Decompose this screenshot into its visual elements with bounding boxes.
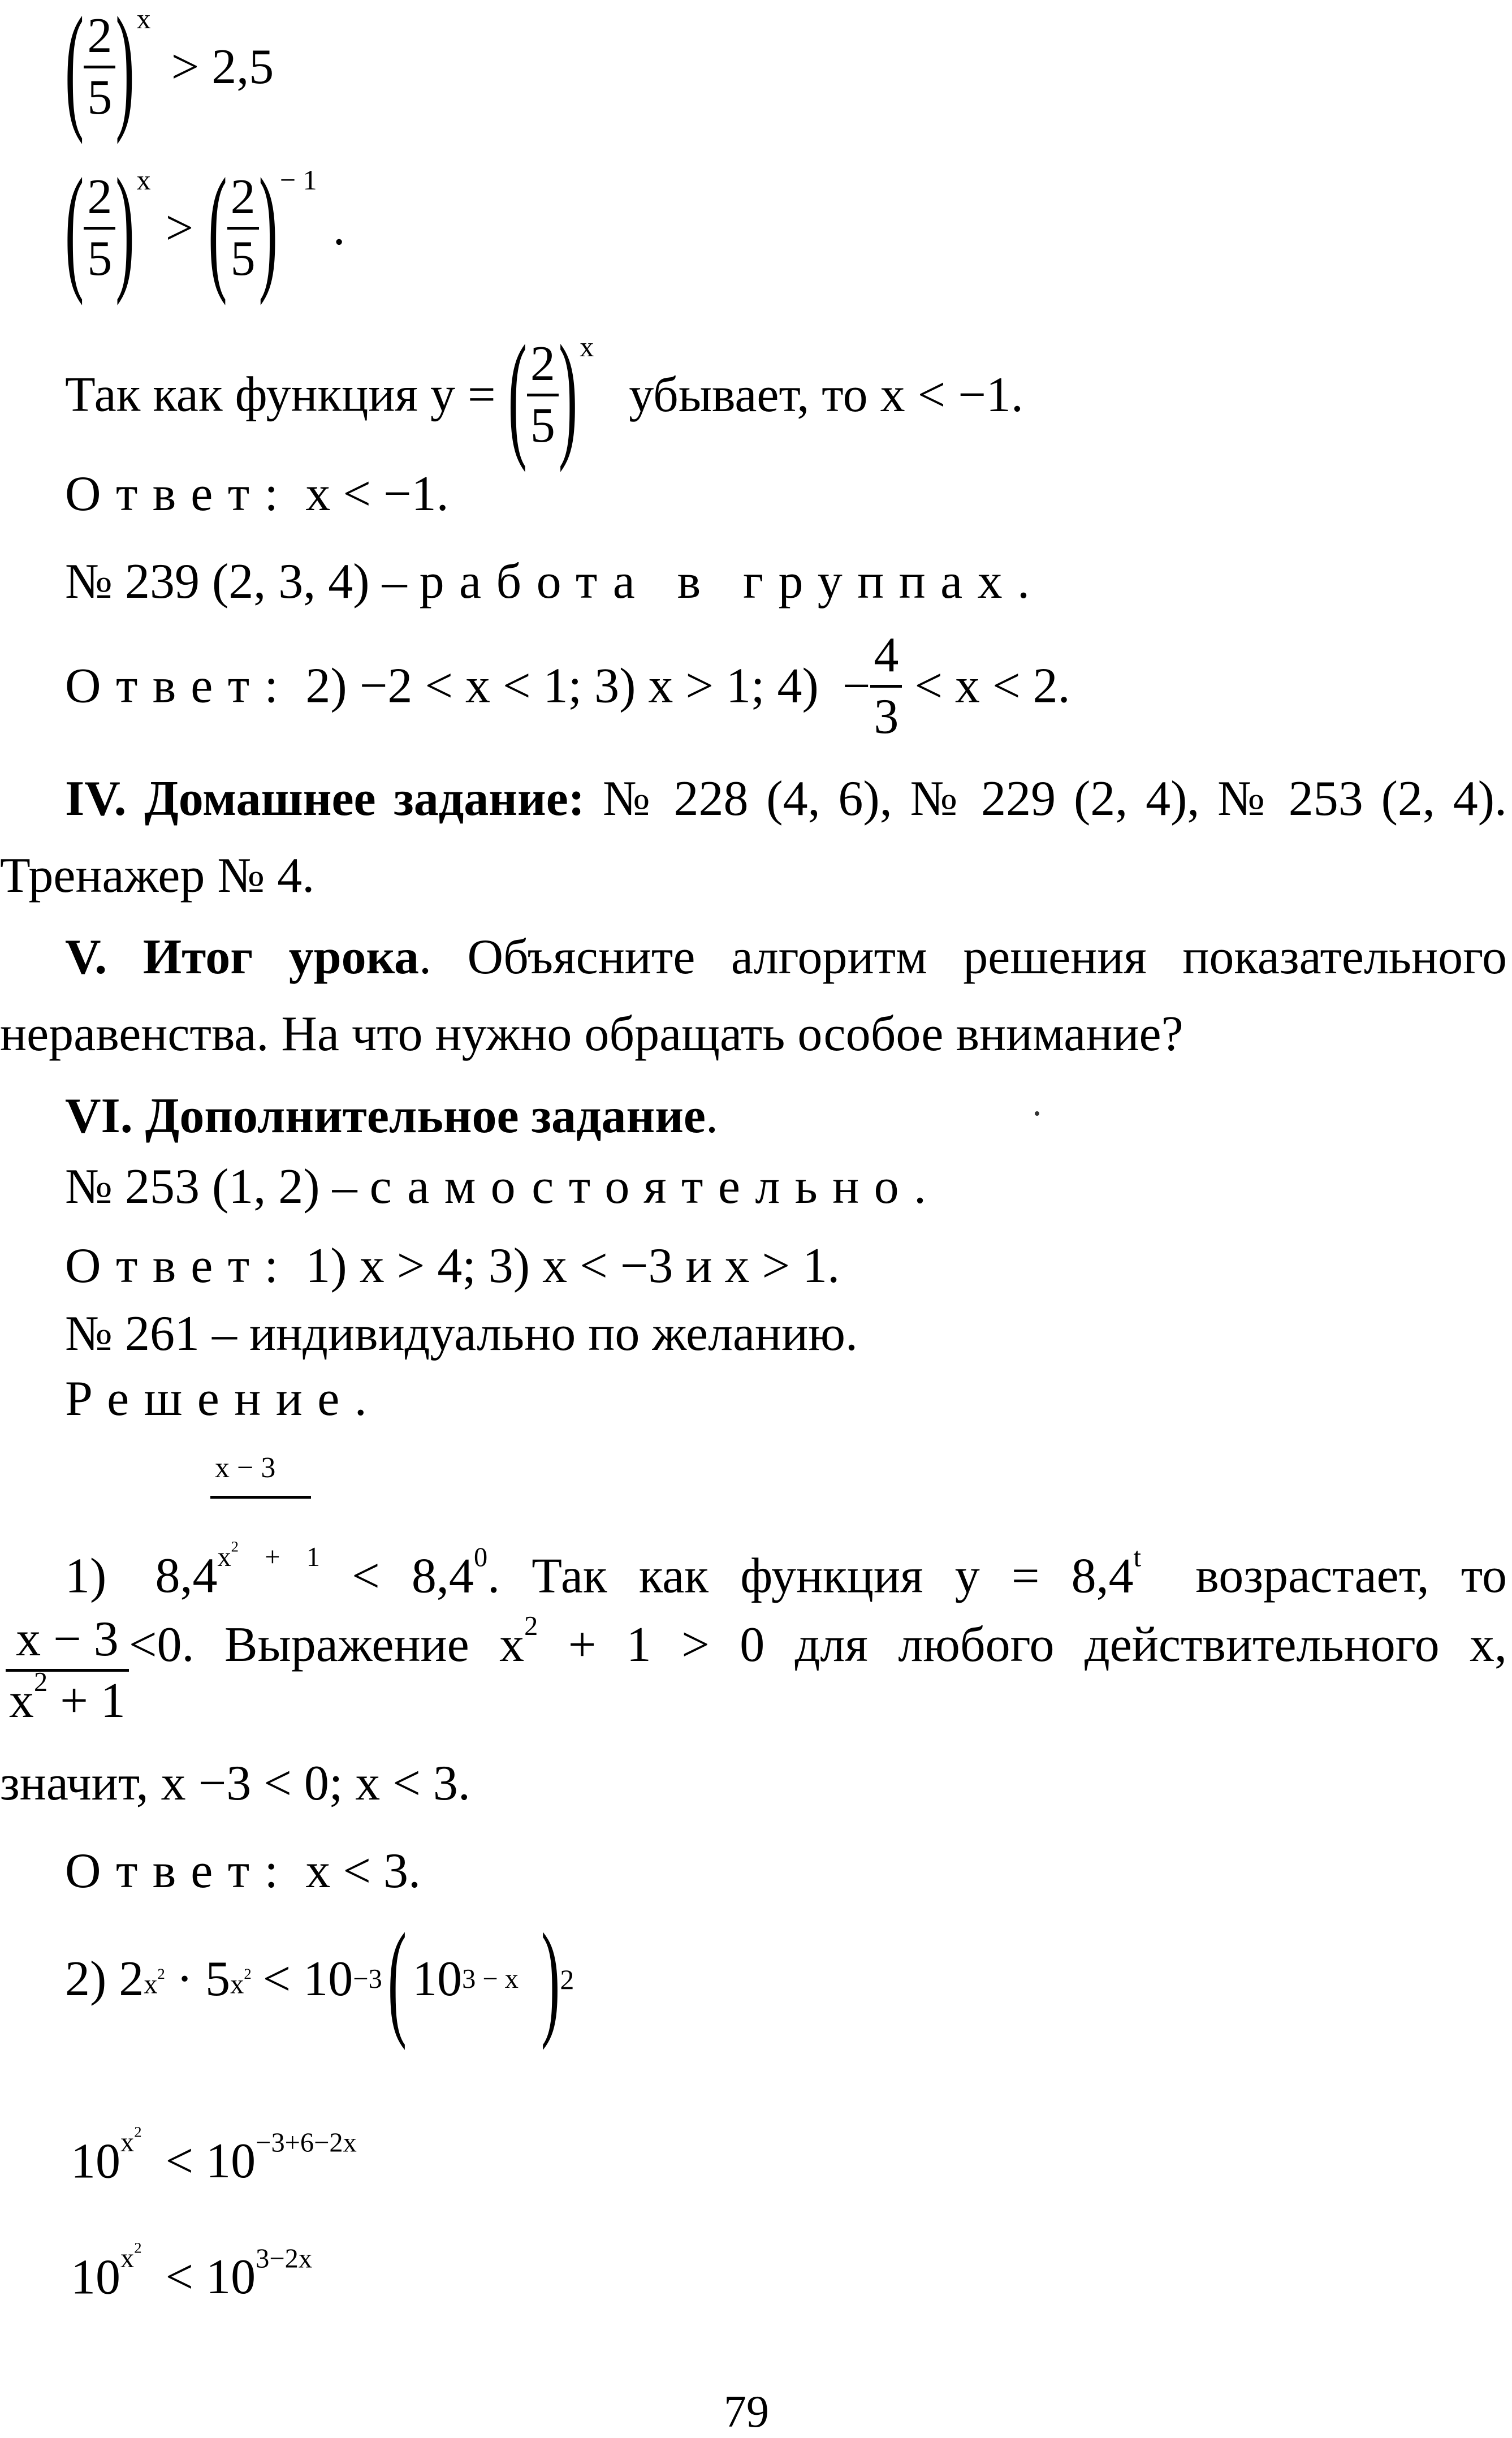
answer-239-line: Ответ: 2) −2 < x < 1; 3) x > 1; 4) − 4 3 < x < 2. [65,628,1070,744]
task-261-line: № 261 – индивидуально по желанию. [65,1306,858,1361]
extra-task-heading: VI. Дополнительное задание. [65,1089,718,1144]
function-decreasing-line: Так как функция y = ( 2 5 ) x убывает, то x < −1. [65,316,1023,473]
solution-label: Решение. [65,1371,382,1426]
solution-step-3: $10^{x^2} < 10^{-3+6-2x}$ [71,2124,357,2189]
task-253-line: № 253 (1, 2) – самостоятельно. [65,1159,941,1214]
solution-step-1-conclusion: значит, x −3 < 0; x < 3. [0,1756,470,1811]
answer-line: Ответ: x < −1. [65,467,449,521]
answer-step-1: Ответ: x < 3. [65,1844,421,1898]
solution-step-1-fraction-line: x − 3 $x^2 + 1$ <0. Выражение $x^2 + 1 > 0$ для любого действительного x, [6,1615,1507,1726]
lesson-summary-paragraph: V. Итог урока. Объясните алгоритм решения показательного неравенства. На что нужно обращать особое внимание? [0,930,1507,1062]
fraction: 2 5 [84,11,115,123]
inequality-line-1: ( 2 5 ) x > 2,5 [65,0,274,145]
homework-paragraph: IV. Домашнее задание: № 228 (4, 6), № 229 (2, 4), № 253 (2, 4). Тренажер № 4. [0,771,1507,904]
answer-253-line: Ответ: 1) x > 4; 3) x < −3 и x > 1. [65,1239,840,1293]
solution-step-1: 1) $8,4^{x^2 + 1} < 8,4^0$. Так как функция $y = 8,4^t$ возрастает, то [65,1538,1507,1604]
exponent-numerator-note: x − 3 [215,1452,276,1484]
inequality-line-2: ( 2 5 ) x > ( 2 5 ) − 1 . [65,149,345,306]
solution-step-4: $10^{x^2} < 10^{3-2x}$ [71,2239,313,2305]
solution-step-2: 2) 2 $x^2$ · 5 $x^2$ < 10 −3 ( 10 3 − x ) 2 [65,1906,574,2051]
task-239-line: № 239 (2, 3, 4) – работа в группах. [65,554,1045,609]
exponent-fraction-bar [210,1496,311,1499]
stray-mark [1035,1111,1039,1116]
page-number: 79 [724,2387,769,2437]
